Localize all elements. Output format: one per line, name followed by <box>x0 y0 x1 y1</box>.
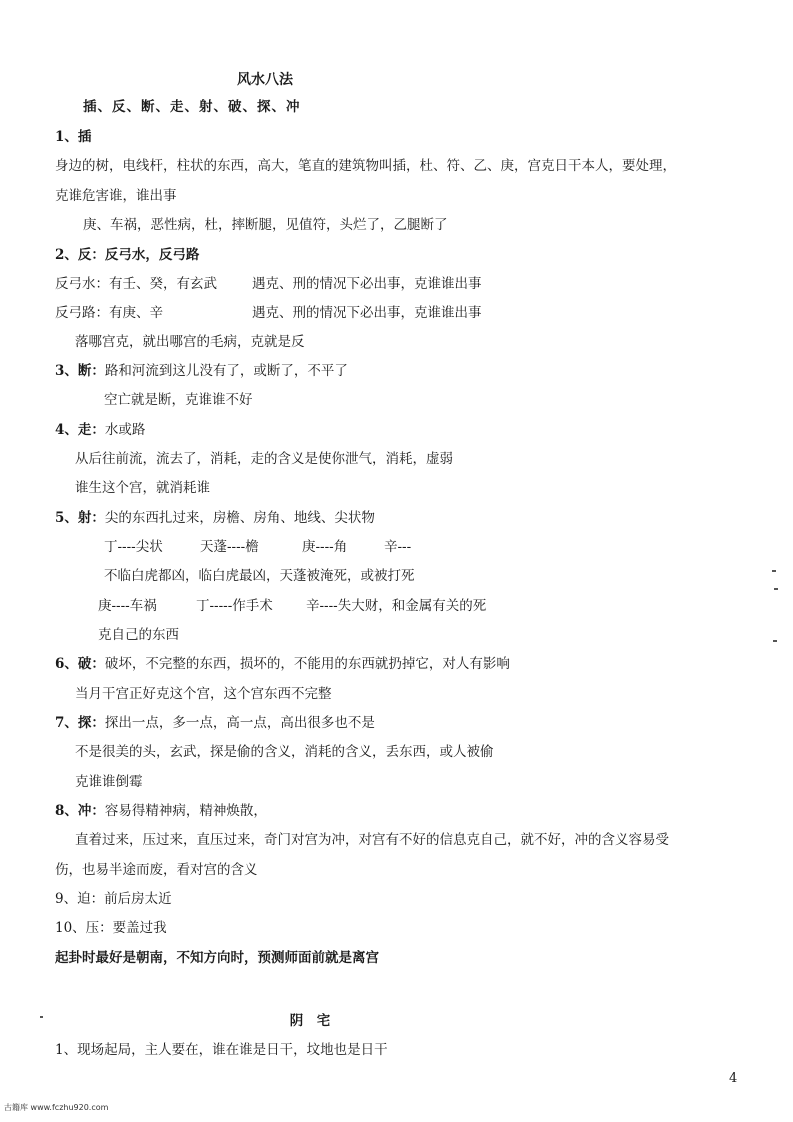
section-3-line-2: 空亡就是断，克谁谁不好 <box>104 392 253 408</box>
section-5-row-1-item-4: 辛--- <box>384 539 412 555</box>
section-7-label: 7、探： <box>55 715 105 731</box>
section-1-line-1: 身边的树，电线杆，柱状的东西，高大，笔直的建筑物叫插，杜、符、乙、庚，宫克日干本人，要处理， <box>55 158 676 174</box>
section-4-heading <box>55 420 145 440</box>
scan-speck <box>773 640 777 642</box>
section-9: 9、迫：前后房太近 <box>55 891 172 907</box>
scan-speck <box>772 570 776 572</box>
section-5-row-2-item-2: 丁-----作手术 <box>196 598 273 614</box>
section-7-text: 探出一点，多一点，高一点，高出很多也不是 <box>104 715 375 731</box>
section-5-heading <box>55 508 375 528</box>
section-6-heading <box>55 654 510 674</box>
section-3-heading <box>55 361 348 381</box>
document-subtitle: 插、反、断、走、射、破、探、冲 <box>83 99 301 115</box>
section-7-line-2: 不是很美的头，玄武，探是偷的含义，消耗的含义，丢东西，或人被偷 <box>75 744 494 760</box>
section-4-label: 4、走： <box>55 422 105 438</box>
section-5-line-3: 不临白虎都凶，临白虎最凶，天蓬被淹死，或被打死 <box>104 568 415 584</box>
section-8-text: 容易得精神病，精神焕散， <box>104 803 267 819</box>
scan-speck <box>774 588 778 590</box>
section-6-label: 6、破： <box>55 656 105 672</box>
section-6-line-2: 当月干宫正好克这个宫，这个宫东西不完整 <box>75 686 332 702</box>
section-4-text: 水或路 <box>104 422 146 438</box>
footer-watermark: 古籍库 www.fczhu920.com <box>4 1103 109 1112</box>
section-1-heading: 1、插 <box>55 129 92 145</box>
section-7-line-3: 克谁谁倒霉 <box>75 774 143 790</box>
section-5-text: 尖的东西扎过来，房檐、房角、地线、尖状物 <box>104 510 375 526</box>
section-3-label: 3、断： <box>55 363 105 379</box>
section-2-line-2b: 遇克、刑的情况下必出事，克谁谁出事 <box>252 305 482 321</box>
section-1-line-2: 克谁危害谁，谁出事 <box>55 188 177 204</box>
document-title: 风水八法 <box>237 72 293 88</box>
section-5-row-1-item-3: 庚----角 <box>302 539 348 555</box>
section-2-line-1a: 反弓水：有壬、癸，有玄武 <box>55 276 217 292</box>
section-8-heading <box>55 801 267 821</box>
scan-speck <box>40 1016 43 1018</box>
section-4-line-2: 从后往前流，流去了，消耗，走的含义是使你泄气，消耗，虚弱 <box>75 451 453 467</box>
section-2-line-3: 落哪宫克，就出哪宫的毛病，克就是反 <box>75 334 305 350</box>
section-5-row-2-item-3: 辛----失大财，和金属有关的死 <box>306 598 487 614</box>
section-8-line-3: 伤，也易半途而废，看对宫的含义 <box>55 862 258 878</box>
section-4-line-3: 谁生这个宫，就消耗谁 <box>75 480 210 496</box>
yinzhai-heading: 阴 宅 <box>289 1013 331 1029</box>
section-10: 10、压：要盖过我 <box>55 920 167 936</box>
section-2-line-1b: 遇克、刑的情况下必出事，克谁谁出事 <box>252 276 482 292</box>
section-5-row-1-item-1: 丁----尖状 <box>104 539 163 555</box>
section-1-line-3: 庚、车祸，恶性病，杜，摔断腿，见值符，头烂了，乙腿断了 <box>83 217 448 233</box>
section-6-text: 破坏，不完整的东西，损坏的，不能用的东西就扔掉它，对人有影响 <box>104 656 510 672</box>
section-5-label: 5、射： <box>55 510 105 526</box>
yinzhai-line-1: 1、现场起局，主人要在，谁在谁是日干，坟地也是日干 <box>55 1042 388 1058</box>
section-8-line-2: 直着过来，压过来，直压过来，奇门对宫为冲，对宫有不好的信息克自己，就不好，冲的含义容易受 <box>75 832 669 848</box>
section-5-line-5: 克自己的东西 <box>98 627 179 643</box>
section-5-row-1-item-2: 天蓬----檐 <box>200 539 259 555</box>
note-bold: 起卦时最好是朝南，不知方向时，预测师面前就是离宫 <box>55 950 379 966</box>
page-number: 4 <box>729 1071 738 1086</box>
section-2-heading: 2、反：反弓水，反弓路 <box>55 247 200 263</box>
section-2-line-2a: 反弓路：有庚、辛 <box>55 305 163 321</box>
section-8-label: 8、冲： <box>55 803 105 819</box>
section-3-text: 路和河流到这儿没有了，或断了，不平了 <box>104 363 348 379</box>
section-5-row-2-item-1: 庚----车祸 <box>98 598 157 614</box>
section-7-heading <box>55 713 375 733</box>
